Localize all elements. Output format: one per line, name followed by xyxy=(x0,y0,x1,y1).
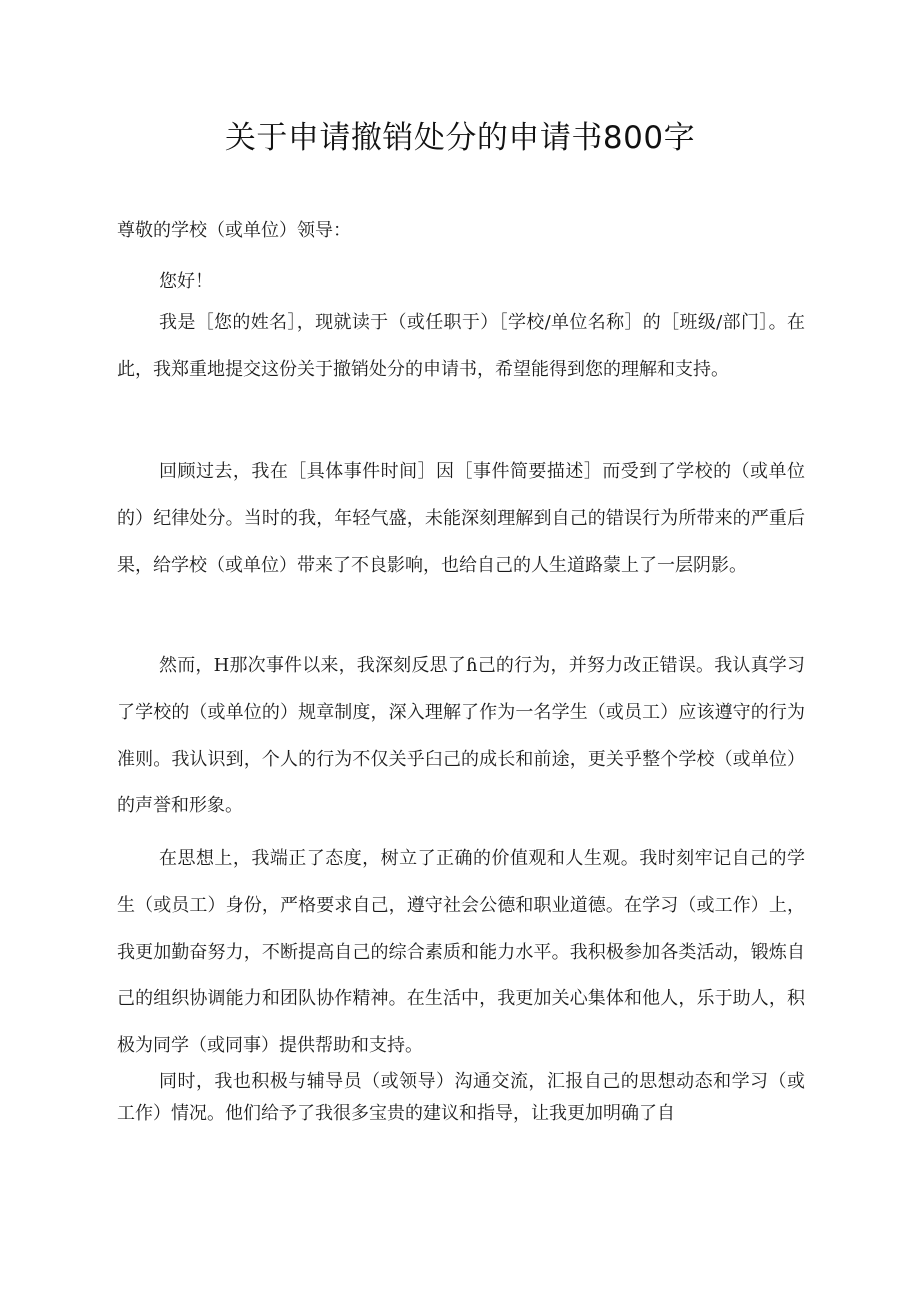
paragraph-introduction: 我是［您的姓名］，现就读于（或任职于）［学校/单位名称］的［班级/部门］。在此，我郑重地提交这份关于撤销处分的申请书，希望能得到您的理解和支持。 xyxy=(117,312,805,380)
paragraph-background: 回顾过去，我在［具体事件时间］因［事件简要描述］而受到了学校的（或单位的）纪律处分。当时的我，年轻气盛，未能深刻理解到自己的错误行为所带来的严重后果，给学校（或单位）带来了不良影响，也给自己的人生道路蒙上了一层阴影。 xyxy=(117,461,805,576)
salutation: 尊敬的学校（或单位）领导： xyxy=(117,220,351,241)
paragraph-communication: 同时，我也积极与辅导员（或领导）沟通交流，汇报自己的思想动态和学习（或工作）情况。他们给予了我很多宝贵的建议和指导，让我更加明确了自 xyxy=(117,1071,805,1124)
document-title: 关于申请撤销处分的申请书800字 xyxy=(224,120,696,156)
paragraph-improvement: 在思想上，我端正了态度，树立了正确的价值观和人生观。我时刻牢记自己的学生（或员工）身份，严格要求自己，遵守社会公德和职业道德。在学习（或工作）上，我更加勤奋努力，不断提高自己的综合素质和能力水平。我积极参加各类活动，锻炼自己的组织协调能力和团队协作精神。在生活中，我更加关心集体和他人，乐于助人，积极为同学（或同事）提供帮助和支持。 xyxy=(117,848,805,1057)
paragraph-reflection: 然而，H那次事件以来，我深刻反思了ɦ己的行为，并努力改正错误。我认真学习了学校的（或单位的）规章制度，深入理解了作为一名学生（或员工）应该遵守的行为准则。我认识到，个人的行为不仅关乎臼己的成长和前途，更关乎整个学校（或单位）的声誉和形象。 xyxy=(117,655,805,817)
greeting: 您好！ xyxy=(159,271,213,292)
